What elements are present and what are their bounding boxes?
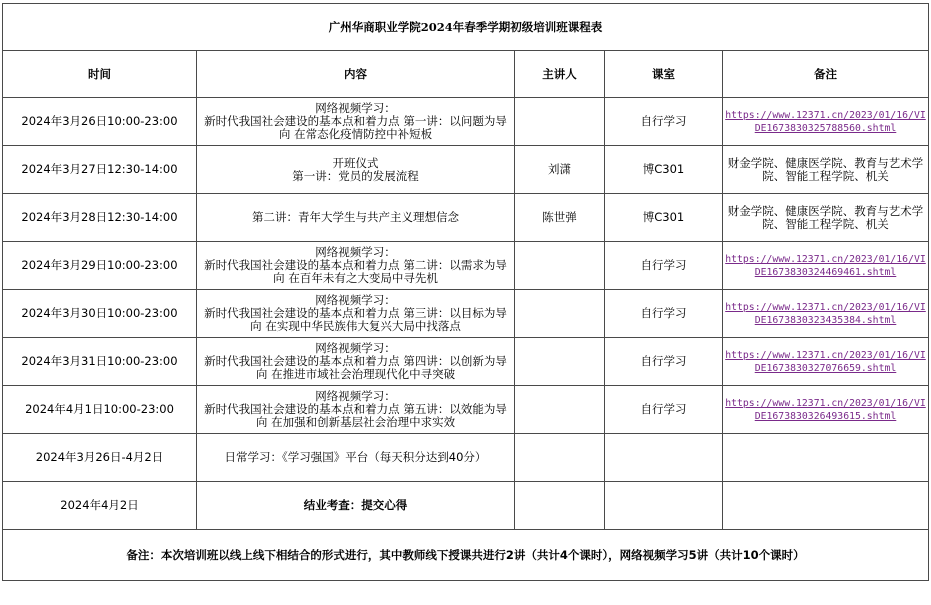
cell-content: 网络视频学习： 新时代我国社会建设的基本点和着力点 第二讲：以需求为导向 在百年未有之大变局中寻先机 bbox=[197, 242, 515, 290]
table-row bbox=[3, 434, 929, 482]
cell-time: 2024年4月2日 bbox=[3, 482, 197, 530]
cell-remark: 财金学院、健康医学院、教育与艺术学院、智能工程学院、机关 bbox=[723, 146, 929, 194]
cell-remark bbox=[723, 386, 929, 434]
cell-speaker: 刘潇 bbox=[515, 146, 605, 194]
cell-time: 2024年3月30日10:00-23:00 bbox=[3, 290, 197, 338]
schedule-table bbox=[2, 3, 929, 581]
header-room: 课室 bbox=[605, 51, 723, 98]
cell-room: 自行学习 bbox=[605, 290, 723, 338]
header-speaker: 主讲人 bbox=[515, 51, 605, 98]
cell-remark bbox=[723, 482, 929, 530]
cell-room: 自行学习 bbox=[605, 98, 723, 146]
cell-time: 2024年3月31日10:00-23:00 bbox=[3, 338, 197, 386]
cell-content: 日常学习：《学习强国》平台（每天积分达到40分） bbox=[197, 434, 515, 482]
cell-time: 2024年3月28日12:30-14:00 bbox=[3, 194, 197, 242]
cell-remark: 财金学院、健康医学院、教育与艺术学院、智能工程学院、机关 bbox=[723, 194, 929, 242]
cell-room: 自行学习 bbox=[605, 338, 723, 386]
cell-room bbox=[605, 434, 723, 482]
cell-speaker bbox=[515, 98, 605, 146]
video-link[interactable]: https://www.12371.cn/2023/01/16/VIDE1673830325788560.shtml bbox=[725, 109, 926, 134]
cell-speaker bbox=[515, 242, 605, 290]
cell-time: 2024年3月26日10:00-23:00 bbox=[3, 98, 197, 146]
table-row bbox=[3, 290, 929, 338]
table-row bbox=[3, 338, 929, 386]
cell-room: 自行学习 bbox=[605, 242, 723, 290]
cell-speaker bbox=[515, 290, 605, 338]
table-row bbox=[3, 194, 929, 242]
cell-time: 2024年3月26日-4月2日 bbox=[3, 434, 197, 482]
cell-speaker bbox=[515, 338, 605, 386]
cell-content: 网络视频学习： 新时代我国社会建设的基本点和着力点 第四讲：以创新为导向 在推进市域社会治理现代化中寻突破 bbox=[197, 338, 515, 386]
cell-time: 2024年3月29日10:00-23:00 bbox=[3, 242, 197, 290]
table-row bbox=[3, 146, 929, 194]
cell-content: 网络视频学习： 新时代我国社会建设的基本点和着力点 第五讲：以效能为导向 在加强和创新基层社会治理中求实效 bbox=[197, 386, 515, 434]
header-content: 内容 bbox=[197, 51, 515, 98]
header-remark: 备注 bbox=[723, 51, 929, 98]
cell-room: 博C301 bbox=[605, 146, 723, 194]
page-title: 广州华商职业学院2024年春季学期初级培训班课程表 bbox=[3, 4, 929, 51]
header-time: 时间 bbox=[3, 51, 197, 98]
cell-remark bbox=[723, 98, 929, 146]
cell-remark bbox=[723, 290, 929, 338]
cell-content: 网络视频学习： 新时代我国社会建设的基本点和着力点 第一讲：以问题为导向 在常态化疫情防控中补短板 bbox=[197, 98, 515, 146]
cell-time: 2024年3月27日12:30-14:00 bbox=[3, 146, 197, 194]
header-row bbox=[3, 51, 929, 98]
cell-speaker bbox=[515, 482, 605, 530]
video-link[interactable]: https://www.12371.cn/2023/01/16/VIDE1673830324469461.shtml bbox=[725, 253, 926, 278]
cell-content: 第二讲：青年大学生与共产主义理想信念 bbox=[197, 194, 515, 242]
cell-room bbox=[605, 482, 723, 530]
table-row bbox=[3, 482, 929, 530]
cell-remark bbox=[723, 242, 929, 290]
cell-speaker bbox=[515, 434, 605, 482]
cell-speaker: 陈世弹 bbox=[515, 194, 605, 242]
video-link[interactable]: https://www.12371.cn/2023/01/16/VIDE1673830327076659.shtml bbox=[725, 349, 926, 374]
cell-speaker bbox=[515, 386, 605, 434]
video-link[interactable]: https://www.12371.cn/2023/01/16/VIDE1673830323435384.shtml bbox=[725, 301, 926, 326]
footer-note: 备注：本次培训班以线上线下相结合的形式进行，其中教师线下授课共进行2讲（共计4个课时），网络视频学习5讲（共计10个课时） bbox=[3, 530, 929, 581]
cell-room: 博C301 bbox=[605, 194, 723, 242]
table-row bbox=[3, 98, 929, 146]
table-row bbox=[3, 242, 929, 290]
cell-room: 自行学习 bbox=[605, 386, 723, 434]
cell-remark bbox=[723, 434, 929, 482]
cell-content: 结业考查：提交心得 bbox=[197, 482, 515, 530]
table-row bbox=[3, 386, 929, 434]
cell-time: 2024年4月1日10:00-23:00 bbox=[3, 386, 197, 434]
video-link[interactable]: https://www.12371.cn/2023/01/16/VIDE1673830326493615.shtml bbox=[725, 397, 926, 422]
cell-content: 网络视频学习： 新时代我国社会建设的基本点和着力点 第三讲：以目标为导向 在实现中华民族伟大复兴大局中找落点 bbox=[197, 290, 515, 338]
cell-content: 开班仪式 第一讲：党员的发展流程 bbox=[197, 146, 515, 194]
cell-remark bbox=[723, 338, 929, 386]
